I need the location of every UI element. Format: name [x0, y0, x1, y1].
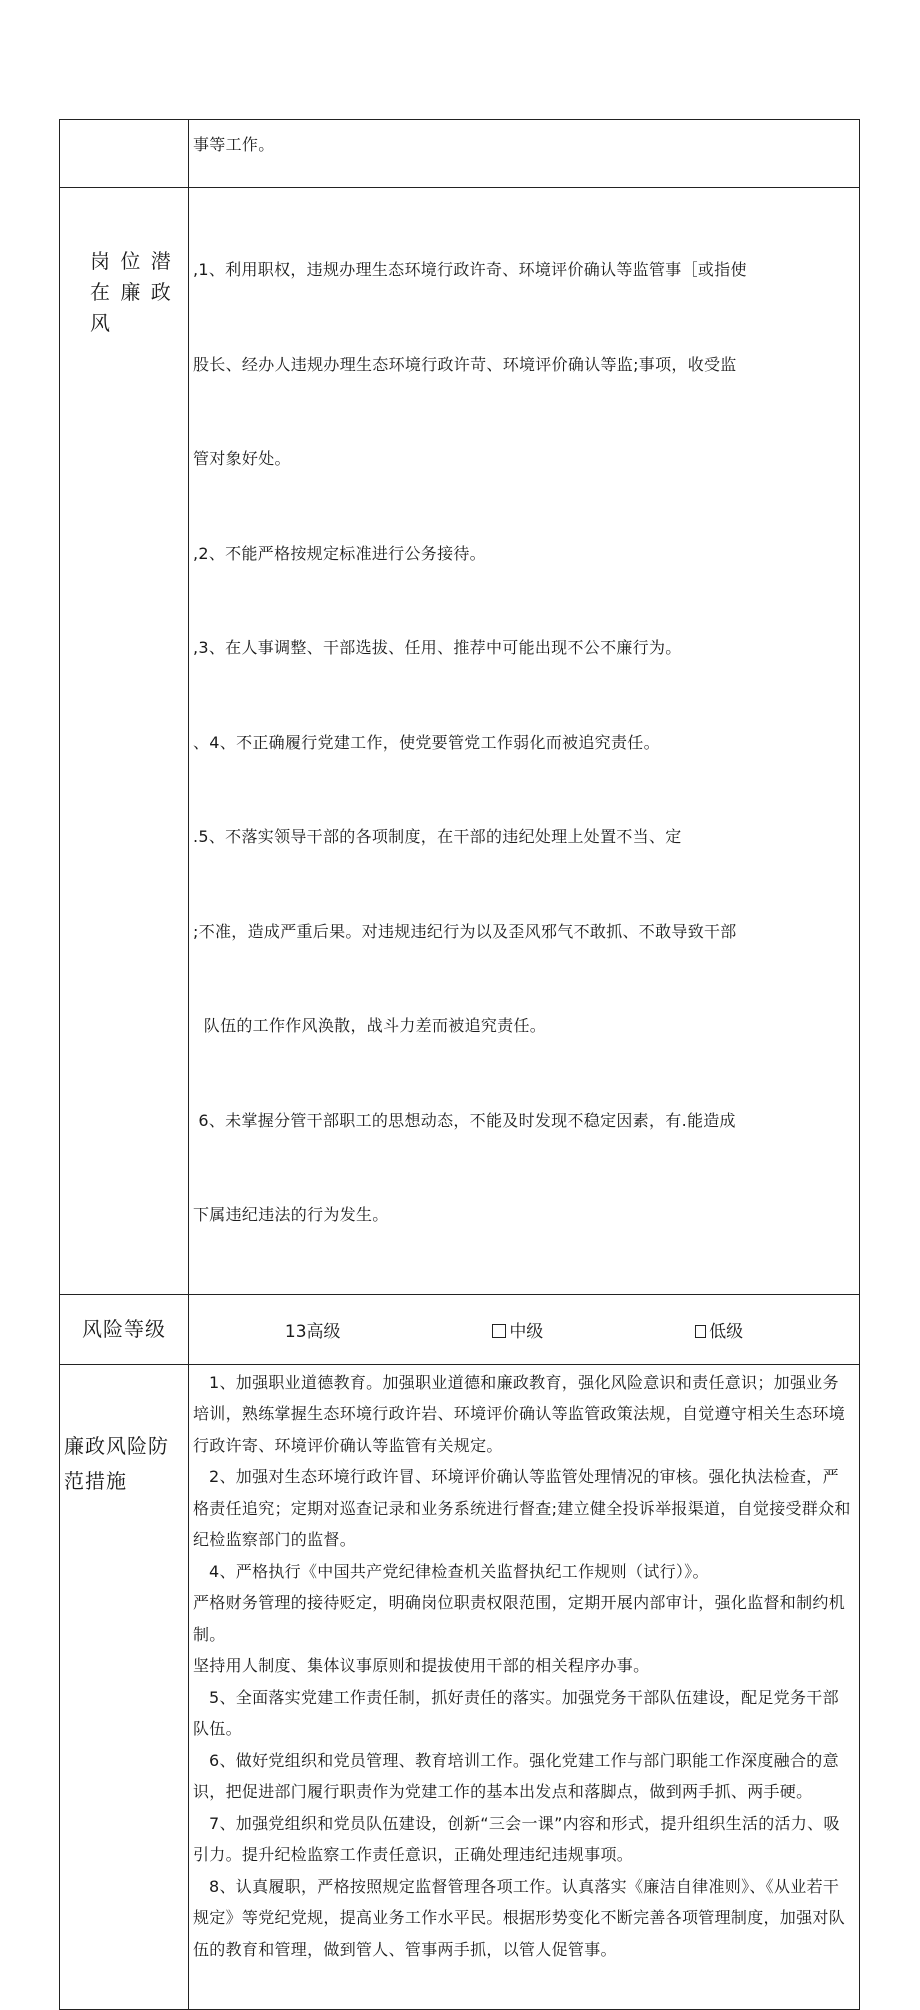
measure-paragraph: 5、全面落实党建工作责任制，抓好责任的落实。加强党务干部队伍建设，配足党务干部队伍。 — [193, 1687, 839, 1738]
risk-point-line: ,2、不能严格按规定标准进行公务接待。 — [193, 543, 486, 563]
measure-paragraph: 1、加强职业道德教育。加强职业道德和廉政教育，强化风险意识和责任意识；加强业务培训，熟练掌握生态环境行政许岩、环境评价确认等监管政策法规，自觉遵守相关生态环境行政许寄、环境评价确认等监管有关规定。 — [193, 1372, 846, 1455]
measures-label-line2: 范措施 — [64, 1468, 127, 1493]
risk-points-label-line1: 岗 位 潜 — [90, 249, 173, 273]
risk-level-label: 风险等级 — [82, 1316, 166, 1341]
level-low-option[interactable] — [695, 1317, 743, 1342]
risk-point-line: 下属违纪违法的行为发生。 — [193, 1205, 389, 1224]
measures-label-line1: 廉政风险防 — [64, 1433, 169, 1458]
risk-point-line: 6、未掌握分管干部职工的思想动态，不能及时发现不稳定因素，有.能造成 — [193, 1110, 736, 1130]
risk-point-line: 股长、经办人违规办理生态环境行政许苛、环境评价确认等监;事项，收受监 — [193, 354, 737, 374]
risk-level-options-cell — [189, 1294, 860, 1364]
level-high-label: 13高级 — [284, 1321, 341, 1342]
level-low-checkbox[interactable] — [695, 1325, 706, 1338]
level-high-option[interactable] — [285, 1317, 341, 1342]
risk-points-label-line2: 在 廉 政 — [90, 280, 173, 304]
risk-point-line: 队伍的工作作风涣散，战斗力差而被追究责任。 — [193, 1016, 547, 1035]
continuation-text: 事等工作。 — [193, 135, 275, 154]
measures-row — [60, 1364, 860, 2009]
risk-level-row — [60, 1294, 860, 1364]
risk-point-line: ;不准，造成严重后果。对违规违纪行为以及歪风邪气不敢抓、不敢导致干部 — [193, 921, 737, 941]
level-medium-option[interactable] — [492, 1317, 543, 1342]
measure-paragraph: 7、加强党组织和党员队伍建设，创新“三会一课”内容和形式，提升组织生活的活力、吸引力。提升纪检监察工作责任意识，正确处理违纪违规事项。 — [193, 1813, 840, 1864]
risk-points-label-cell — [60, 188, 189, 1295]
risk-points-content-cell — [189, 188, 860, 1295]
risk-points-label-line3: 风 — [90, 311, 112, 335]
measure-paragraph: 坚持用人制度、集体议事原则和提拔使用干部的相关程序办事。 — [193, 1656, 650, 1675]
risk-point-line: 、4、不正确履行党建工作，使党要管党工作弱化而被追究责任。 — [193, 732, 660, 752]
measure-paragraph: 2、加强对生态环境行政许冒、环境评价确认等监管处理情况的审核。强化执法检查，严格责任追究；定期对巡查记录和业务系统进行督查;建立健全投诉举报渠道，自觉接受群众和纪检监察部门的监督。 — [193, 1467, 851, 1549]
continuation-label-cell — [60, 120, 189, 188]
measure-paragraph: 6、做好党组织和党员管理、教育培训工作。强化党建工作与部门职能工作深度融合的意识，把促进部门履行职责作为党建工作的基本出发点和落脚点，做到两手抓、两手硬。 — [193, 1750, 839, 1801]
measure-paragraph: 严格财务管理的接待贬定，明确岗位职责权限范围，定期开展内部审计，强化监督和制约机制。 — [193, 1593, 846, 1644]
risk-level-label-cell — [60, 1294, 189, 1364]
continuation-content-cell — [189, 120, 860, 188]
measure-paragraph: 4、严格执行《中国共产党纪律检查机关监督执纪工作规则（试行）》。 — [209, 1561, 709, 1581]
level-medium-label: 中级 — [509, 1321, 544, 1342]
level-low-label: 低级 — [709, 1321, 744, 1342]
risk-point-line: ,1、利用职权，违规办理生态环境行政许奇、环境评价确认等监管事［或指使 — [193, 260, 747, 279]
risk-point-line: ,3、在人事调整、干部选拔、任用、推荐中可能出现不公不廉行为。 — [193, 638, 682, 657]
risk-point-line: .5、不落实领导干部的各项制度，在干部的违纪处理上处置不当、定 — [193, 827, 682, 846]
continuation-row — [60, 120, 860, 188]
level-medium-checkbox[interactable] — [492, 1324, 506, 1338]
measures-content-cell — [189, 1364, 860, 2009]
risk-point-line: 管对象好处。 — [193, 449, 291, 468]
risk-points-row — [60, 188, 860, 1295]
measures-label-cell — [60, 1364, 189, 2009]
measure-paragraph: 8、认真履职，严格按照规定监督管理各项工作。认真落实《廉洁自律准则》、《从业若干规定》等党纪党规，提高业务工作水平民。根据形势变化不断完善各项管理制度，加强对队伍的教育和管理，做到管人、管事两手抓，以管人促管事。 — [193, 1876, 846, 1959]
risk-table — [59, 119, 860, 2010]
